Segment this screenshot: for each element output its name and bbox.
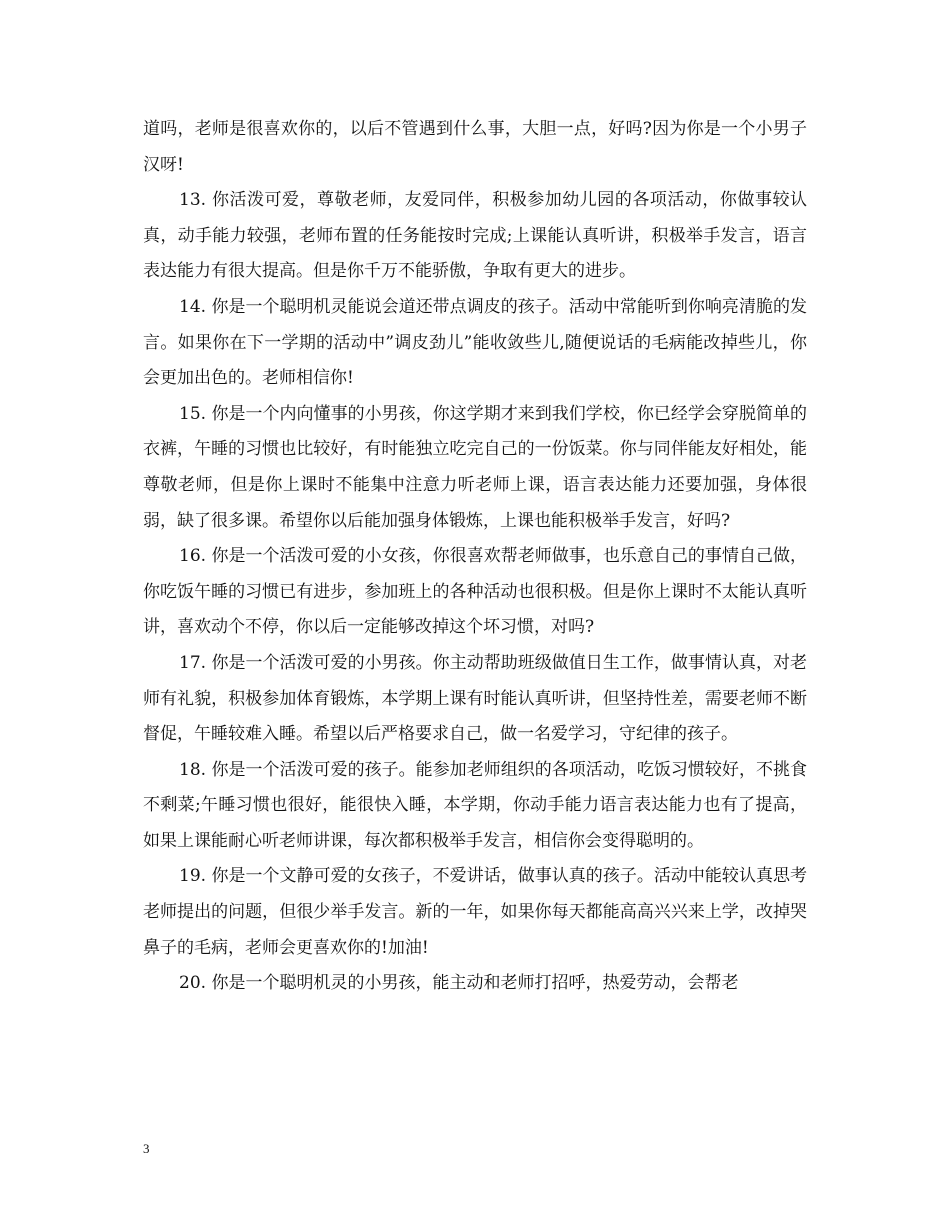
paragraph-item-20: 20. 你是一个聪明机灵的小男孩，能主动和老师打招呼，热爱劳动，会帮老 — [179, 973, 739, 994]
paragraph-item-17: 17. 你是一个活泼可爱的小男孩。你主动帮助班级做值日生工作，做事情认真，对老师有礼貌，积极参加体育锻炼，本学期上课有时能认真听讲，但坚持性差，需要老师不断督促，午睡较难入睡。希望以后严格要求自己，做一名爱学习，守纪律的孩子。 — [143, 652, 807, 745]
paragraph-item-19: 19. 你是一个文静可爱的女孩子，不爱讲话，做事认真的孩子。活动中能较认真思考老师提出的问题，但很少举手发言。新的一年，如果你每天都能高高兴兴来上学，改掉哭鼻子的毛病，老师会更喜欢你的!加油! — [143, 866, 807, 958]
page-number: 3 — [143, 1141, 150, 1156]
paragraph-item-18: 18. 你是一个活泼可爱的孩子。能参加老师组织的各项活动，吃饭习惯较好，不挑食不剩菜;午睡习惯也很好，能很快入睡，本学期，你动手能力语言表达能力也有了提高，如果上课能耐心听老师讲课，每次都积极举手发言，相信你会变得聪明的。 — [143, 759, 807, 851]
paragraph-continuation: 道吗，老师是很喜欢你的，以后不管遇到什么事，大胆一点，好吗?因为你是一个小男子汉呀! — [143, 119, 807, 175]
paragraph-item-14: 14. 你是一个聪明机灵能说会道还带点调皮的孩子。活动中常能听到你响亮清脆的发言。如果你在下一学期的活动中”调皮劲儿”能收敛些儿,随便说话的毛病能改掉些儿，你会更加出色的。老师相信你! — [143, 296, 807, 389]
paragraph-item-13: 13. 你活泼可爱，尊敬老师，友爱同伴，积极参加幼儿园的各项活动，你做事较认真，动手能力较强，老师布置的任务能按时完成;上课能认真听讲，积极举手发言，语言表达能力有很大提高。但是你千万不能骄傲，争取有更大的进步。 — [143, 190, 807, 282]
paragraph-item-15: 15. 你是一个内向懂事的小男孩，你这学期才来到我们学校，你已经学会穿脱简单的衣裤，午睡的习惯也比较好，有时能独立吃完自己的一份饭菜。你与同伴能友好相处，能尊敬老师，但是你上课时不能集中注意力听老师上课，语言表达能力还要加强，身体很弱，缺了很多课。希望你以后能加强身体锻炼，上课也能积极举手发言，好吗? — [143, 403, 807, 531]
document-body — [143, 112, 807, 1002]
paragraph-item-16: 16. 你是一个活泼可爱的小女孩，你很喜欢帮老师做事，也乐意自己的事情自己做，你吃饭午睡的习惯已有进步，参加班上的各种活动也很积极。但是你上课时不太能认真听讲，喜欢动个不停，你以后一定能够改掉这个坏习惯，对吗? — [143, 546, 807, 638]
